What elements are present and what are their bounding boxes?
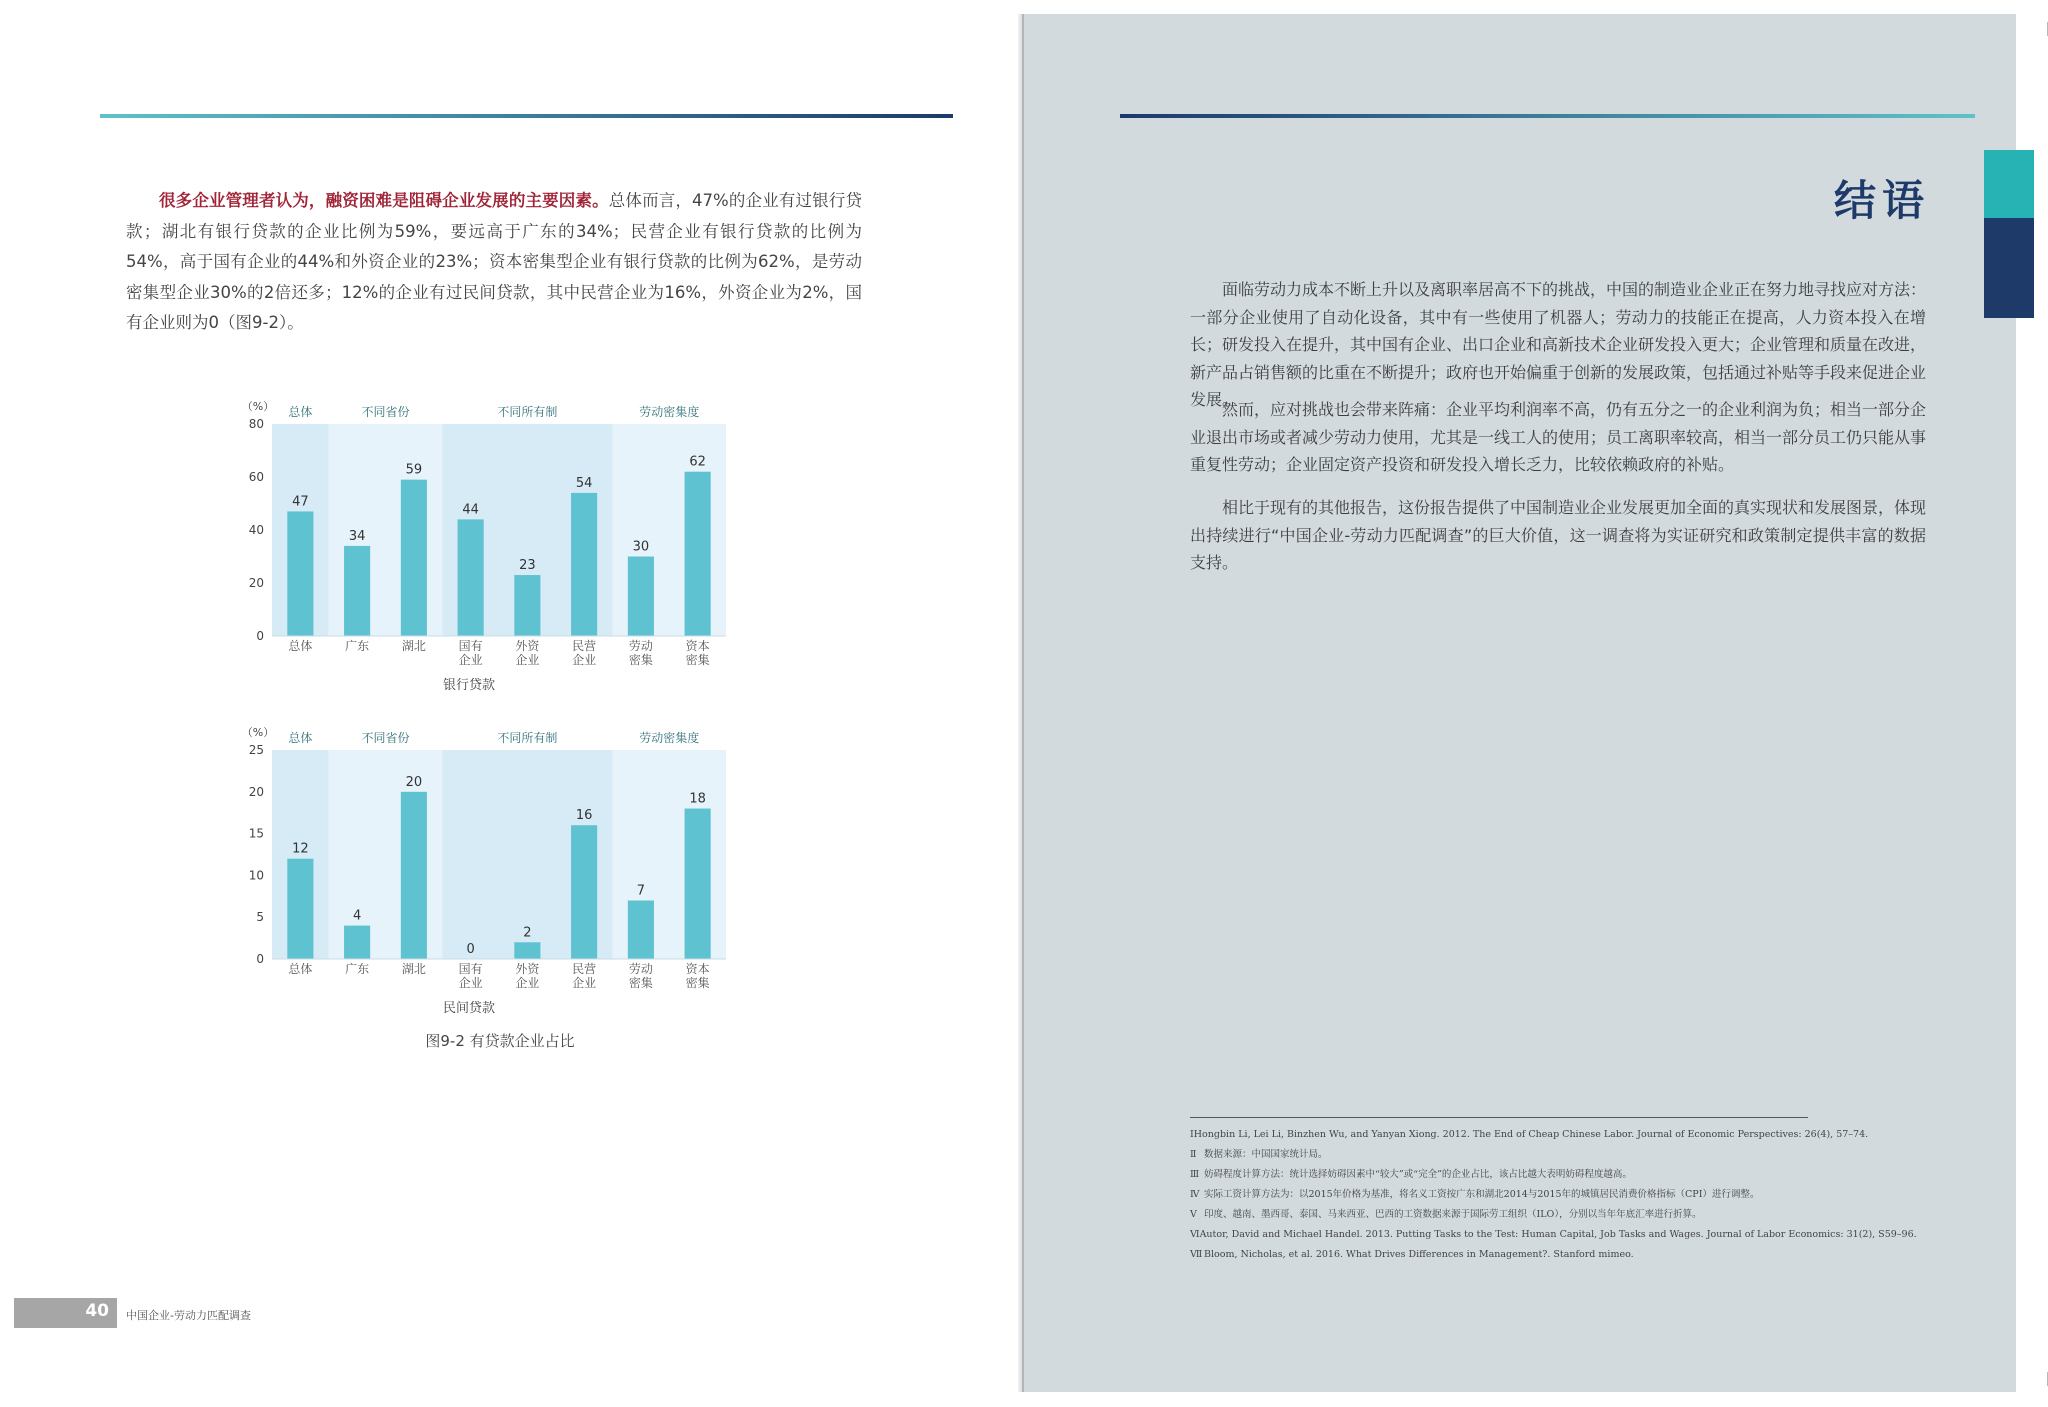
bar	[685, 809, 711, 959]
x-tick-label: 企业	[458, 653, 483, 667]
x-tick-label: 湖北	[401, 962, 426, 976]
footnote-text: 妨碍程度计算方法：统计选择妨碍因素中“较大”或“完全”的企业占比，该占比越大表明妨碍程度越高。	[1204, 1169, 1632, 1180]
x-tick-label: 企业	[572, 653, 597, 667]
bar	[628, 900, 654, 959]
footnote	[1190, 1125, 1869, 1145]
bar	[401, 480, 427, 636]
private-loan-chart	[220, 716, 740, 1026]
bar-value-label: 7	[636, 883, 646, 899]
page-number: 40	[85, 1301, 109, 1321]
bar-value-label: 2	[523, 925, 532, 941]
group-header: 总体	[288, 731, 313, 745]
y-tick-label: 15	[248, 826, 264, 841]
x-tick-label: 企业	[515, 653, 540, 667]
group-header: 不同所有制	[497, 731, 558, 745]
group-header: 劳动密集度	[639, 405, 700, 419]
bar-value-label: 44	[462, 502, 479, 518]
bar-value-label: 4	[352, 908, 362, 924]
x-tick-label: 国有	[458, 962, 483, 976]
group-header: 总体	[288, 405, 313, 419]
footnote-text: 数据来源：中国国家统计局。	[1204, 1149, 1328, 1160]
x-tick-label: 总体	[288, 639, 313, 653]
x-tick-label: 外资	[515, 962, 540, 976]
y-tick-label: 60	[248, 470, 264, 484]
bar-value-label: 59	[405, 462, 423, 478]
figure-caption: 图9-2 有贷款企业占比	[425, 1032, 575, 1050]
bar	[685, 472, 711, 636]
body-paragraph	[126, 186, 862, 339]
bar	[458, 519, 484, 636]
bar-value-label: 16	[575, 808, 593, 824]
x-tick-label: 广东	[345, 639, 370, 653]
x-tick-label: 民营	[572, 639, 597, 653]
bar-value-label: 23	[519, 558, 536, 574]
x-tick-label: 企业	[572, 976, 597, 990]
footnote-mark: Ⅱ	[1190, 1149, 1197, 1160]
group-header: 劳动密集度	[639, 731, 700, 745]
x-tick-label: 密集	[685, 653, 710, 667]
bar	[571, 825, 597, 959]
footnote	[1190, 1185, 1850, 1205]
bar	[287, 859, 313, 959]
y-tick-label: 20	[248, 784, 264, 799]
x-tick-label: 资本	[685, 962, 710, 976]
conclusion-paragraph: 面临劳动力成本不断上升以及离职率居高不下的挑战，中国的制造业企业正在努力地寻找应对方法：一部分企业使用了自动化设备，其中有一些使用了机器人；劳动力的技能正在提高，人力资本投入在增长；研发投入在提升，其中国有企业、出口企业和高新技术企业研发投入更大；企业管理和质量在改进，新产品占销售额的比重在不断提升；政府也开始偏重于创新的发展政策，包括通过补贴等手段来促进企业发展。	[1190, 280, 1927, 409]
footnote-text: Bloom, Nicholas, et al. 2016. What Drives Differences in Management?. Stanford mimeo.	[1204, 1249, 1634, 1260]
y-tick-label: 0	[256, 629, 264, 643]
y-tick-label: 0	[256, 952, 264, 966]
header-rule	[100, 114, 953, 118]
footnote-mark: Ⅰ	[1190, 1129, 1194, 1140]
bar	[344, 926, 370, 959]
x-tick-label: 密集	[685, 976, 710, 990]
group-header: 不同省份	[361, 405, 410, 419]
bar	[514, 942, 540, 959]
footnote-mark: Ⅲ	[1190, 1169, 1200, 1180]
y-tick-label: 5	[256, 910, 264, 925]
footnote-rule	[1190, 1117, 1808, 1118]
x-tick-label: 国有	[458, 639, 483, 653]
bar-value-label: 20	[405, 774, 423, 790]
header-rule	[1120, 114, 1975, 118]
bar-value-label: 30	[632, 539, 650, 555]
bar	[514, 575, 540, 636]
footnote	[1190, 1205, 1850, 1225]
page-number-box	[14, 1298, 117, 1328]
bar	[571, 493, 597, 636]
bar	[628, 557, 654, 637]
x-axis-title: 银行贷款	[442, 678, 496, 693]
section-tab-teal	[1984, 150, 2034, 218]
bank-loan-chart	[220, 392, 740, 712]
x-tick-label: 企业	[458, 976, 483, 990]
x-axis-title: 民间贷款	[442, 1001, 496, 1016]
footnote-text: 实际工资计算方法为：以2015年价格为基准，将名义工资按广东和湖北2014与2015年的城镇居民消费价格指标（CPI）进行调整。	[1204, 1189, 1760, 1200]
footer-title: 中国企业-劳动力匹配调查	[126, 1309, 251, 1322]
bar-value-label: 0	[466, 942, 475, 957]
footnote-text: 印度、越南、墨西哥、泰国、马来西亚、巴西的工资数据来源于国际劳工组织（ILO），分别以当年年底汇率进行折算。	[1204, 1209, 1702, 1220]
y-tick-label: 20	[248, 576, 264, 590]
conclusion-title: 结语	[1833, 176, 1930, 225]
conclusion-paragraph: 然而，应对挑战也会带来阵痛：企业平均利润率不高，仍有五分之一的企业利润为负；相当一部分企业退出市场或者减少劳动力使用，尤其是一线工人的使用；员工离职率较高，相当一部分员工仍只能从事重复性劳动；企业固定资产投资和研发投入增长乏力，比较依赖政府的补贴。	[1190, 400, 1927, 474]
bar	[287, 511, 313, 636]
y-axis-unit: （%）	[241, 726, 275, 739]
x-tick-label: 密集	[628, 653, 653, 667]
x-tick-label: 民营	[572, 962, 597, 976]
footnote	[1190, 1245, 1850, 1265]
y-tick-label: 80	[248, 417, 264, 431]
bar-value-label: 12	[292, 841, 309, 857]
x-tick-label: 企业	[515, 976, 540, 990]
y-axis-unit: （%）	[241, 400, 275, 413]
group-header: 不同所有制	[497, 405, 558, 419]
bar-value-label: 54	[575, 475, 593, 491]
y-tick-label: 10	[248, 868, 264, 883]
x-tick-label: 资本	[685, 639, 710, 653]
group-header: 不同省份	[361, 731, 410, 745]
footnote-mark: Ⅳ	[1190, 1189, 1200, 1200]
x-tick-label: 总体	[288, 962, 313, 976]
x-tick-label: 劳动	[628, 962, 653, 976]
footnote	[1190, 1145, 1850, 1165]
section-tab-navy	[1984, 218, 2034, 318]
x-tick-label: 外资	[515, 639, 540, 653]
footnote-text: Autor, David and Michael Handel. 2013. Putting Tasks to the Test: Human Capital, Job Tasks and Wages. Journal of Labor Economics: 31(2), S59–96.	[1199, 1229, 1917, 1240]
bar-value-label: 62	[689, 454, 706, 470]
bar-value-label: 34	[348, 528, 366, 544]
footnote-mark: Ⅵ	[1190, 1229, 1200, 1240]
footnotes	[1190, 1125, 1917, 1265]
footnote-text: Hongbin Li, Lei Li, Binzhen Wu, and Yanyan Xiong. 2012. The End of Cheap Chinese Labor. Journal of Economic Perspectives: 26(4), 57–74.	[1193, 1129, 1869, 1140]
footnote-mark: Ⅶ	[1190, 1249, 1203, 1260]
bar-value-label: 47	[292, 494, 309, 510]
footnote-mark: Ⅴ	[1190, 1209, 1197, 1220]
x-tick-label: 劳动	[628, 639, 653, 653]
footnote	[1190, 1225, 1917, 1245]
paragraph-lead: 很多企业管理者认为，融资困难是阻碍企业发展的主要因素。	[159, 191, 609, 210]
y-tick-label: 25	[248, 743, 264, 757]
y-tick-label: 40	[248, 523, 264, 537]
bar	[401, 792, 427, 959]
x-tick-label: 密集	[628, 976, 653, 990]
footnote	[1190, 1165, 1850, 1185]
bar	[344, 546, 370, 636]
page-gutter-shadow	[1018, 14, 1024, 1392]
bar-value-label: 18	[689, 791, 706, 807]
x-tick-label: 湖北	[401, 639, 426, 653]
conclusion-paragraph: 相比于现有的其他报告，这份报告提供了中国制造业企业发展更加全面的真实现状和发展图景，体现出持续进行“中国企业-劳动力匹配调查”的巨大价值，这一调查将为实证研究和政策制定提供丰富的数据支持。	[1190, 498, 1927, 572]
x-tick-label: 广东	[345, 962, 370, 976]
paragraph-body: 总体而言，47%的企业有过银行贷款；湖北有银行贷款的企业比例为59%，要远高于广东的34%；民营企业有银行贷款的比例为54%，高于国有企业的44%和外资企业的23%；资本密集型企业有银行贷款的比例为62%，是劳动密集型企业30%的2倍还多；12%的企业有过民间贷款，其中民营企业为16%，外资企业为2%，国有企业则为0（图9-2）。	[126, 191, 862, 332]
